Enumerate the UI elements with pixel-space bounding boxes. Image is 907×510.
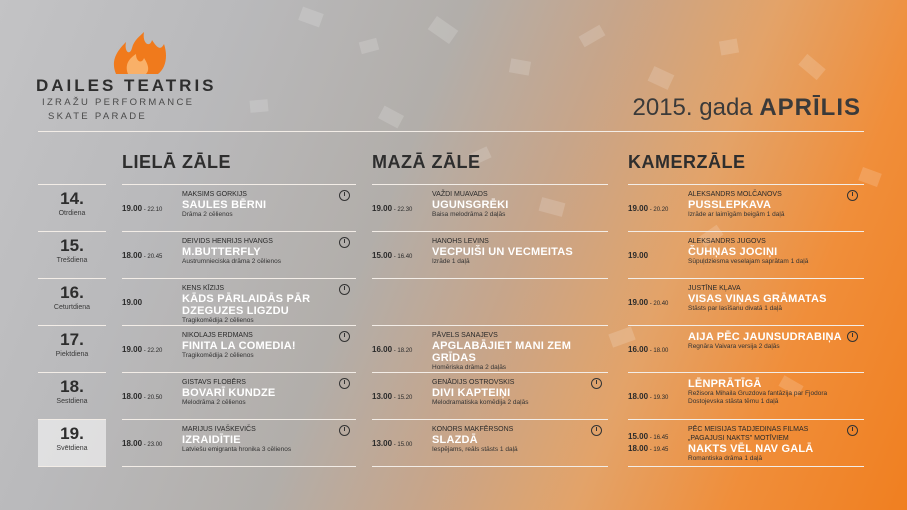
hall-title-liela: LIELĀ ZĀLE [122, 152, 231, 172]
start-time: 19.00 [628, 251, 649, 260]
event-time: 16.00 - 18.00 [628, 345, 669, 354]
event-time: 19.00 - 22.20 [122, 345, 163, 354]
start-time: 19.00 [628, 298, 649, 307]
event-genre: Iespējams, reāls stāsts 1 daļā [432, 446, 518, 453]
end-time: 20.20 [653, 207, 669, 213]
event-info [182, 284, 336, 325]
day-weekday: Trešdiena [56, 257, 88, 264]
event-title: SLAZDĀ [432, 434, 478, 446]
event-time [122, 298, 142, 307]
row-divider [372, 466, 608, 467]
end-time: 22.10 [147, 207, 163, 213]
event-cell[interactable] [122, 232, 356, 278]
end-time: 22.30 [397, 207, 413, 213]
event-genre: Izrāde ar laimīgām beigām 1 daļā [688, 211, 785, 218]
event-cell[interactable] [628, 279, 864, 325]
event-cell[interactable] [372, 420, 608, 466]
event-author: VAŽDI MUAVADS [432, 191, 488, 198]
day-weekday: Piektdiena [55, 351, 89, 358]
event-author: MARIJUS IVAŠKEVIČS [182, 426, 256, 433]
start-time: 19.00 [122, 345, 143, 354]
event-time: 13.00 - 15.00 [372, 439, 413, 448]
start-time: 18.00 [122, 392, 143, 401]
event-time: 18.00 - 20.45 [122, 251, 163, 260]
start-time: 19.00 [122, 298, 143, 307]
event-cell[interactable] [628, 420, 864, 466]
start-time: 15.00 [372, 251, 393, 260]
day-cell [38, 420, 106, 466]
event-author: HANOHS LEVINS [432, 238, 489, 245]
clock-icon [847, 425, 858, 436]
event-genre: Melodrāma 2 cēlienos [182, 399, 246, 406]
day-weekday: Ceturtdiena [53, 304, 91, 311]
clock-icon [339, 190, 350, 201]
end-time: 19.45 [653, 447, 669, 453]
event-genre: Izrāde 1 daļā [432, 258, 470, 265]
period-heading [633, 94, 861, 122]
day-cell [38, 232, 106, 278]
event-title: APGLABĀJIET MANI ZEM GRĪDAS [432, 340, 572, 364]
start-time: 19.00 [628, 204, 649, 213]
event-info [432, 190, 588, 219]
event-title: NAKTS VĒL NAV GALĀ [688, 443, 814, 455]
period-month: APRĪLIS [759, 94, 861, 121]
event-author: GISTAVS FLOBĒRS [182, 379, 246, 386]
day-number: 15. [60, 236, 84, 255]
start-time: 15.00 [628, 432, 649, 441]
event-author: KONORS MAKFĒRSONS [432, 426, 514, 433]
event-title: LĒNPRĀTĪGĀ [688, 378, 762, 390]
event-time: 18.00 - 19.30 [628, 392, 669, 401]
event-cell[interactable] [372, 232, 608, 278]
day-number: 14. [60, 189, 84, 208]
theatre-logo [36, 30, 226, 130]
end-time: 19.30 [653, 395, 669, 401]
event-author: ALEKSANDRS JUGOVS [688, 238, 766, 245]
row-divider [628, 466, 864, 467]
event-info [182, 425, 336, 454]
end-time: 15.00 [397, 442, 413, 448]
event-time: 15.00 - 16.45 [628, 432, 669, 441]
event-info [688, 190, 844, 219]
event-time: 15.00 - 16.40 [372, 251, 413, 260]
event-cell[interactable] [122, 326, 356, 372]
event-genre: Homēriska drāma 2 daļās [432, 364, 507, 371]
event-genre: Drāma 2 cēlienos [182, 211, 233, 218]
start-time: 19.00 [372, 204, 393, 213]
day-weekday: Otrdiena [58, 210, 86, 217]
event-genre: Sūpuļdziesma veselajam saprātam 1 daļā [688, 258, 809, 265]
event-info [432, 378, 588, 407]
clock-icon [847, 190, 858, 201]
event-info [688, 425, 844, 463]
event-genre: Austrumnieciska drāma 2 cēlienos [182, 258, 281, 265]
event-title: M.BUTTERFLY [182, 246, 261, 258]
end-time: 18.00 [653, 348, 669, 354]
event-info [688, 237, 844, 266]
start-time: 19.00 [122, 204, 143, 213]
event-title: BOVARĪ KUNDZE [182, 387, 276, 399]
end-time: 22.20 [147, 348, 163, 354]
end-time: 20.45 [147, 254, 163, 260]
event-cell[interactable] [372, 326, 608, 372]
start-time: 18.00 [122, 251, 143, 260]
hall-title-kamer: KAMERZĀLE [628, 152, 746, 172]
flame-logo-icon [106, 30, 178, 76]
period-year: 2015. gada [632, 94, 753, 121]
event-title: PUSSLEPKAVA [688, 199, 772, 211]
clock-icon [591, 378, 602, 389]
event-genre: Režisora Mihaila Gruzdova fantāzija par Fjodora Dostojevska stāsta tēmu 1 daļā [688, 390, 828, 405]
event-info [432, 237, 588, 266]
event-cell[interactable] [628, 326, 864, 372]
event-title: VISAS VIŅAS GRĀMATAS [688, 293, 827, 305]
start-time: 18.00 [628, 444, 649, 453]
event-time: 18.00 - 20.50 [122, 392, 163, 401]
day-cell [38, 279, 106, 325]
event-author: KENS KĪZIJS [182, 285, 225, 292]
event-info [688, 284, 844, 313]
event-author: ALEKSANDRS MOLČANOVS [688, 191, 782, 198]
event-title: DIVI KAPTEIŅI [432, 387, 511, 399]
event-info [432, 331, 588, 372]
event-info [688, 331, 844, 351]
event-time: 19.00 - 22.30 [372, 204, 413, 213]
event-info [182, 378, 336, 407]
start-time: 16.00 [372, 345, 393, 354]
event-genre: Tragikomēdija 2 cēlienos [182, 317, 254, 324]
event-time: 13.00 - 15.20 [372, 392, 413, 401]
event-title: SAULES BĒRNI [182, 199, 267, 211]
event-time: 19.00 - 22.10 [122, 204, 163, 213]
start-time: 13.00 [372, 439, 393, 448]
event-genre: Stāsts par lasīšanu divatā 1 daļā [688, 305, 782, 312]
event-info [182, 331, 336, 360]
event-author: MAKSIMS GORKIJS [182, 191, 247, 198]
day-cell [38, 373, 106, 419]
event-info [688, 378, 844, 406]
end-time: 15.20 [397, 395, 413, 401]
day-number: 17. [60, 330, 84, 349]
event-title: IZRAIDĪTIE [182, 434, 241, 446]
event-cell[interactable] [122, 420, 356, 466]
end-time: 23.00 [147, 442, 163, 448]
event-cell[interactable] [122, 185, 356, 231]
brand-tagline-1: IZRAŽU PERFORMANCE [42, 97, 195, 108]
clock-icon [847, 331, 858, 342]
day-cell [38, 326, 106, 372]
event-title: VECPUIŠI UN VECMEITAS [432, 246, 573, 258]
day-weekday: Svētdiena [56, 445, 88, 452]
clock-icon [339, 331, 350, 342]
start-time: 13.00 [372, 392, 393, 401]
event-genre: Baisa melodrāma 2 daļās [432, 211, 506, 218]
start-time: 18.00 [628, 392, 649, 401]
event-author: PĒC MEISIJAS TADJEDINAS FILMAS „PAGAJUSI NAKTS" MOTĪVIEM [688, 426, 809, 442]
brand-tagline-2: SKATE PARADE [48, 111, 148, 122]
day-number: 18. [60, 377, 84, 396]
day-weekday: Sestdiena [56, 398, 88, 405]
start-time: 16.00 [628, 345, 649, 354]
event-title: AIJA PĒC JAUNSUDRABIŅA [688, 331, 842, 343]
event-time: 16.00 - 18.20 [372, 345, 413, 354]
end-time: 16.45 [653, 435, 669, 441]
event-info [432, 425, 588, 454]
event-cell[interactable] [372, 373, 608, 419]
event-author: PĀVELS SANAJEVS [432, 332, 498, 339]
clock-icon [339, 284, 350, 295]
clock-icon [339, 378, 350, 389]
event-genre: Romantiska drāma 1 daļā [688, 455, 763, 462]
event-time: 18.00 - 23.00 [122, 439, 163, 448]
event-title: ČUHŅAS JOCIŅI [688, 246, 778, 258]
end-time: 20.40 [653, 301, 669, 307]
row-divider [122, 466, 356, 467]
event-time: 19.00 - 20.20 [628, 204, 669, 213]
event-title: FINITA LA COMEDIA! [182, 340, 296, 352]
event-genre: Regnāra Vaivara versija 2 daļās [688, 343, 780, 350]
end-time: 20.50 [147, 395, 163, 401]
end-time: 18.20 [397, 348, 413, 354]
event-time-2: 18.00 - 19.45 [628, 444, 669, 453]
event-cell[interactable] [372, 279, 608, 325]
clock-icon [339, 237, 350, 248]
event-genre: Tragikomēdija 2 cēlienos [182, 352, 254, 359]
clock-icon [591, 425, 602, 436]
start-time: 18.00 [122, 439, 143, 448]
row-divider [38, 466, 106, 467]
event-title: UGUNSGRĒKI [432, 199, 509, 211]
event-genre: Melodramatiska komēdija 2 daļās [432, 399, 529, 406]
event-author: JUSTĪNE KĻAVA [688, 285, 741, 292]
event-cell[interactable] [122, 373, 356, 419]
event-info [182, 237, 336, 266]
end-time: 16.40 [397, 254, 413, 260]
clock-icon [339, 425, 350, 436]
hall-title-maza: MAZĀ ZĀLE [372, 152, 481, 172]
event-time [628, 251, 648, 260]
event-cell[interactable] [122, 279, 356, 325]
event-genre: Latviešu emigranta hronika 3 cēlienos [182, 446, 292, 453]
event-author: NIKOLAJS ERDMANS [182, 332, 253, 339]
header-divider [38, 131, 864, 132]
event-author: DEIVIDS HENRIJS HVANGS [182, 238, 273, 245]
event-cell[interactable] [628, 232, 864, 278]
event-cell[interactable] [628, 373, 864, 419]
event-title: KĀDS PĀRLAIDĀS PĀR DZEGUZES LIGZDU [182, 293, 311, 317]
brand-name: DAILES TEATRIS [36, 76, 217, 95]
day-number: 19. [60, 424, 84, 443]
day-cell [38, 185, 106, 231]
event-info [182, 190, 336, 219]
event-author: GENĀDIJS OSTROVSKIS [432, 379, 515, 386]
event-cell[interactable] [372, 185, 608, 231]
day-number: 16. [60, 283, 84, 302]
event-time: 19.00 - 20.40 [628, 298, 669, 307]
event-cell[interactable] [628, 185, 864, 231]
